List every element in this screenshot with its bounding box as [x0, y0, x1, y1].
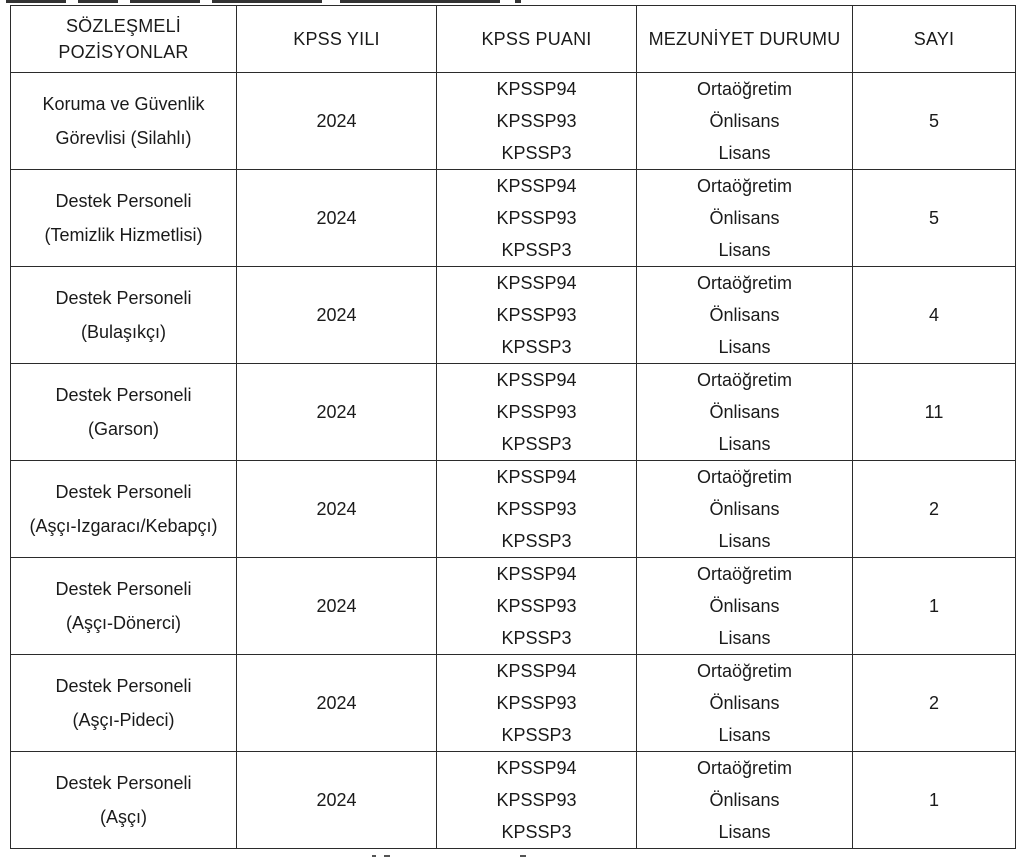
- education-level: Ortaöğretim: [696, 176, 793, 196]
- education-level: Önlisans: [709, 790, 780, 810]
- score-cell: [437, 73, 637, 170]
- position-line: Destek Personeli: [55, 579, 192, 599]
- score-type: KPSSP3: [501, 531, 572, 551]
- position-line: Destek Personeli: [55, 191, 192, 211]
- year-cell: 2024: [237, 170, 437, 267]
- education-level: Ortaöğretim: [696, 564, 793, 584]
- header-positions: [11, 6, 237, 73]
- position-line: Destek Personeli: [55, 773, 192, 793]
- position-line: Destek Personeli: [55, 385, 192, 405]
- count-cell: 5: [853, 73, 1016, 170]
- header-kpss-year: KPSS YILI: [237, 6, 437, 73]
- position-cell: [11, 364, 237, 461]
- score-type: KPSSP3: [501, 240, 572, 260]
- score-type: KPSSP94: [496, 758, 577, 778]
- score-cell: [437, 558, 637, 655]
- header-positions-line1: SÖZLEŞMELİ: [65, 16, 182, 36]
- header-kpss-score: KPSS PUANI: [437, 6, 637, 73]
- position-cell: [11, 752, 237, 849]
- header-graduation-status: MEZUNİYET DURUMU: [637, 6, 853, 73]
- education-cell: [637, 752, 853, 849]
- education-cell: [637, 364, 853, 461]
- year-cell: 2024: [237, 558, 437, 655]
- score-type: KPSSP93: [496, 208, 577, 228]
- education-level: Önlisans: [709, 596, 780, 616]
- education-level: Önlisans: [709, 208, 780, 228]
- score-type: KPSSP93: [496, 596, 577, 616]
- position-line: Koruma ve Güvenlik: [42, 94, 205, 114]
- count-cell: 2: [853, 655, 1016, 752]
- table-header-row: [11, 6, 1016, 73]
- table-row: [11, 170, 1016, 267]
- education-level: Lisans: [718, 725, 771, 745]
- count-cell: 4: [853, 267, 1016, 364]
- score-type: KPSSP93: [496, 499, 577, 519]
- education-level: Lisans: [718, 822, 771, 842]
- score-type: KPSSP94: [496, 564, 577, 584]
- count-cell: 11: [853, 364, 1016, 461]
- score-type: KPSSP93: [496, 693, 577, 713]
- education-level: Lisans: [718, 434, 771, 454]
- position-line: (Aşçı-Dönerci): [65, 613, 181, 633]
- education-level: Ortaöğretim: [696, 758, 793, 778]
- count-cell: 5: [853, 170, 1016, 267]
- score-type: KPSSP93: [496, 790, 577, 810]
- score-type: KPSSP3: [501, 822, 572, 842]
- header-positions-line2: POZİSYONLAR: [58, 42, 189, 62]
- score-type: KPSSP94: [496, 370, 577, 390]
- position-line: (Garson): [87, 419, 159, 439]
- score-type: KPSSP94: [496, 661, 577, 681]
- year-cell: 2024: [237, 73, 437, 170]
- score-type: KPSSP3: [501, 725, 572, 745]
- score-type: KPSSP94: [496, 273, 577, 293]
- score-type: KPSSP93: [496, 111, 577, 131]
- education-level: Önlisans: [709, 111, 780, 131]
- score-type: KPSSP94: [496, 467, 577, 487]
- education-level: Lisans: [718, 337, 771, 357]
- score-cell: [437, 461, 637, 558]
- score-type: KPSSP3: [501, 143, 572, 163]
- education-level: Lisans: [718, 531, 771, 551]
- year-cell: 2024: [237, 461, 437, 558]
- score-type: KPSSP94: [496, 176, 577, 196]
- score-cell: [437, 170, 637, 267]
- education-level: Ortaöğretim: [696, 467, 793, 487]
- education-level: Önlisans: [709, 305, 780, 325]
- score-cell: [437, 267, 637, 364]
- cropped-text-line-bottom: [0, 852, 1024, 858]
- table-row: [11, 461, 1016, 558]
- position-line: (Bulaşıkçı): [80, 322, 167, 342]
- education-level: Lisans: [718, 240, 771, 260]
- score-type: KPSSP93: [496, 402, 577, 422]
- position-line: Destek Personeli: [55, 482, 192, 502]
- education-level: Ortaöğretim: [696, 273, 793, 293]
- position-cell: [11, 461, 237, 558]
- count-cell: 2: [853, 461, 1016, 558]
- education-level: Ortaöğretim: [696, 661, 793, 681]
- position-cell: [11, 267, 237, 364]
- year-cell: 2024: [237, 267, 437, 364]
- education-level: Önlisans: [709, 499, 780, 519]
- score-cell: [437, 364, 637, 461]
- year-cell: 2024: [237, 752, 437, 849]
- header-count: SAYI: [853, 6, 1016, 73]
- education-level: Önlisans: [709, 693, 780, 713]
- table-row: [11, 364, 1016, 461]
- position-cell: [11, 655, 237, 752]
- education-cell: [637, 170, 853, 267]
- score-cell: [437, 655, 637, 752]
- count-cell: 1: [853, 558, 1016, 655]
- education-level: Lisans: [718, 628, 771, 648]
- score-type: KPSSP93: [496, 305, 577, 325]
- year-cell: 2024: [237, 655, 437, 752]
- table-row: [11, 655, 1016, 752]
- education-cell: [637, 655, 853, 752]
- education-cell: [637, 461, 853, 558]
- position-cell: [11, 170, 237, 267]
- education-level: Önlisans: [709, 402, 780, 422]
- education-cell: [637, 267, 853, 364]
- position-line: (Aşçı-Izgaracı/Kebapçı): [29, 516, 218, 536]
- position-line: Destek Personeli: [55, 288, 192, 308]
- position-cell: [11, 73, 237, 170]
- position-line: Görevlisi (Silahlı): [55, 128, 192, 148]
- positions-table: [10, 5, 1016, 849]
- education-level: Ortaöğretim: [696, 370, 793, 390]
- score-type: KPSSP3: [501, 337, 572, 357]
- position-line: Destek Personeli: [55, 676, 192, 696]
- year-cell: 2024: [237, 364, 437, 461]
- count-cell: 1: [853, 752, 1016, 849]
- score-type: KPSSP3: [501, 434, 572, 454]
- education-cell: [637, 558, 853, 655]
- table-row: [11, 752, 1016, 849]
- score-cell: [437, 752, 637, 849]
- score-type: KPSSP3: [501, 628, 572, 648]
- table-row: [11, 558, 1016, 655]
- education-cell: [637, 73, 853, 170]
- position-cell: [11, 558, 237, 655]
- position-line: (Aşçı): [100, 807, 147, 827]
- education-level: Ortaöğretim: [696, 79, 793, 99]
- score-type: KPSSP94: [496, 79, 577, 99]
- position-line: (Temizlik Hizmetlisi): [44, 225, 203, 245]
- position-line: (Aşçı-Pideci): [72, 710, 175, 730]
- table-row: [11, 267, 1016, 364]
- education-level: Lisans: [718, 143, 771, 163]
- table-row: [11, 73, 1016, 170]
